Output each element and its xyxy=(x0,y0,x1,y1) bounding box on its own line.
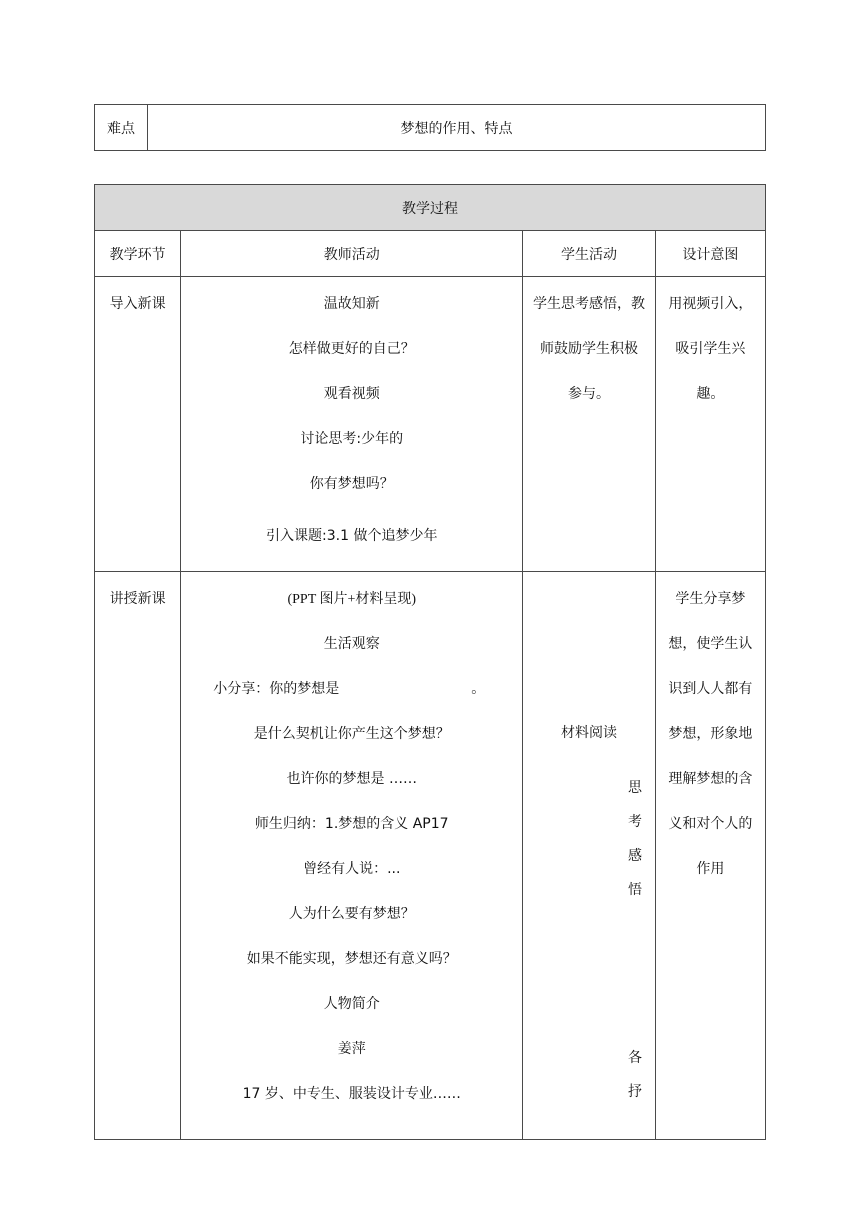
teacher-line: 引入课题:3.1 做个追梦少年 xyxy=(266,528,438,544)
intent-line: 学生分享梦 xyxy=(675,591,746,607)
intent-line: 用视频引入， xyxy=(668,296,753,312)
column-header-teacher: 教师活动 xyxy=(181,231,523,277)
teacher-line: 也许你的梦想是 …… xyxy=(286,771,417,787)
intent-line: 作用 xyxy=(696,861,725,877)
vertical-char: 感 xyxy=(628,848,642,864)
teacher-line: 人为什么要有梦想？ xyxy=(288,906,415,922)
difficulty-value: 梦想的作用、特点 xyxy=(148,105,766,151)
teacher-line: 讨论思考:少年的 xyxy=(300,431,404,447)
difficulty-label: 难点 xyxy=(95,105,148,151)
design-intent-cell xyxy=(655,277,765,572)
teacher-line: (PPT 图片+材料呈现) xyxy=(287,592,417,607)
student-line: 参与。 xyxy=(567,386,610,402)
teacher-line: 师生归纳：1.梦想的含义 AP17 xyxy=(254,816,449,832)
difficulty-row xyxy=(95,105,766,151)
intent-line: 吸引学生兴 xyxy=(675,341,746,357)
student-main-text: 材料阅读 xyxy=(560,725,617,741)
teaching-process-table xyxy=(94,184,766,1140)
teacher-line: 。 xyxy=(471,681,486,697)
intent-line: 识到人人都有 xyxy=(668,681,753,697)
section-label: 讲授新课 xyxy=(109,591,166,607)
difficulty-table xyxy=(94,104,766,151)
column-header-row xyxy=(95,231,766,277)
teacher-activity-cell xyxy=(181,572,523,1140)
intent-line: 义和对个人的 xyxy=(668,816,753,832)
teacher-line: 如果不能实现，梦想还有意义吗？ xyxy=(246,951,457,967)
teacher-line: 观看视频 xyxy=(323,386,380,402)
student-line: 学生思考感悟，教 xyxy=(532,296,645,312)
teacher-activity-cell xyxy=(181,277,523,572)
section-label: 导入新课 xyxy=(109,296,166,312)
section-cell xyxy=(95,277,181,572)
vertical-char: 考 xyxy=(628,814,642,830)
intent-line: 趣。 xyxy=(696,386,725,402)
teacher-line: 小分享：你的梦想是 xyxy=(213,681,340,697)
intent-line: 梦想，形象地 xyxy=(668,726,753,742)
column-header-intent: 设计意图 xyxy=(655,231,765,277)
teacher-line: 怎样做更好的自己？ xyxy=(288,341,415,357)
vertical-char: 思 xyxy=(628,780,642,796)
student-vertical-text-2 xyxy=(628,1041,642,1109)
vertical-char: 悟 xyxy=(628,882,642,898)
column-header-section: 教学环节 xyxy=(95,231,181,277)
teacher-line: 生活观察 xyxy=(323,636,380,652)
intent-line: 想，使学生认 xyxy=(668,636,753,652)
teacher-line: 姜萍 xyxy=(337,1041,366,1057)
vertical-char: 抒 xyxy=(628,1084,642,1100)
design-intent-cell xyxy=(655,572,765,1140)
student-activity-cell xyxy=(523,277,655,572)
teacher-line: 是什么契机让你产生这个梦想？ xyxy=(253,726,450,742)
intent-line: 理解梦想的含 xyxy=(668,771,753,787)
teacher-line: 温故知新 xyxy=(323,296,380,312)
table-title: 教学过程 xyxy=(95,185,766,231)
teacher-line: 人物简介 xyxy=(323,996,380,1012)
table-row xyxy=(95,277,766,572)
table-row xyxy=(95,572,766,1140)
teacher-line: 你有梦想吗？ xyxy=(309,476,394,492)
student-line: 师鼓励学生积极 xyxy=(539,341,638,357)
teacher-line: 曾经有人说：... xyxy=(303,861,401,877)
vertical-char: 各 xyxy=(628,1050,642,1066)
teacher-line: 17 岁、中专生、服装设计专业…… xyxy=(242,1086,461,1102)
section-cell xyxy=(95,572,181,1140)
column-header-student: 学生活动 xyxy=(523,231,655,277)
student-vertical-text-1 xyxy=(628,771,642,907)
